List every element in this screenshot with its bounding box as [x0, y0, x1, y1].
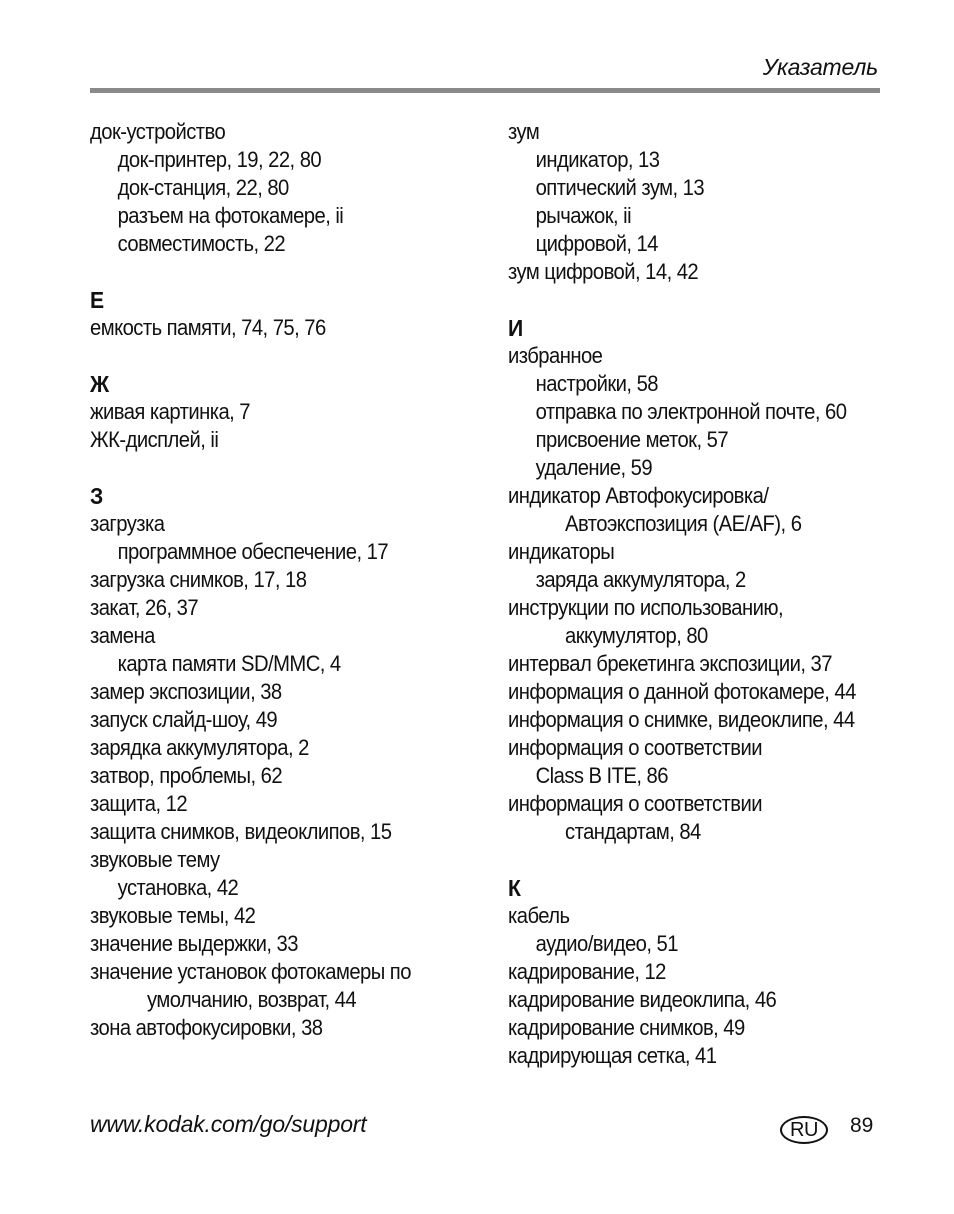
index-letter-heading: З: [90, 483, 103, 509]
index-entry: док-устройство: [90, 119, 226, 144]
index-entry-continuation: Автоэкспозиция (AE/AF), 6: [565, 511, 802, 536]
index-subentry: удаление, 59: [535, 455, 653, 480]
index-entry: информация о соответствии: [508, 791, 762, 816]
index-entry: кабель: [508, 903, 570, 928]
index-letter-heading: Ж: [90, 371, 109, 397]
index-entry: запуск слайд-шоу, 49: [90, 707, 278, 732]
index-subentry: цифровой, 14: [535, 231, 658, 256]
index-subentry: разъем на фотокамере, ii: [117, 203, 344, 228]
index-entry: зум: [508, 119, 540, 144]
index-entry: зум цифровой, 14, 42: [508, 259, 699, 284]
index-entry: защита снимков, видеоклипов, 15: [90, 819, 392, 844]
page-header-title: Указатель: [762, 54, 878, 80]
index-entry: закат, 26, 37: [90, 595, 199, 620]
index-entry: замер экспозиции, 38: [90, 679, 282, 704]
index-entry: избранное: [508, 343, 603, 368]
index-subentry: оптический зум, 13: [535, 175, 705, 200]
index-subentry: заряда аккумулятора, 2: [535, 567, 746, 592]
index-entry: звуковые тему: [90, 847, 220, 872]
section-spacer: [508, 286, 888, 314]
index-entry: значение установок фотокамеры по: [90, 959, 411, 984]
index-entry: загрузка: [90, 511, 165, 536]
index-letter-heading: И: [508, 315, 523, 341]
index-entry-continuation: стандартам, 84: [565, 819, 701, 844]
index-letter-heading: К: [508, 875, 521, 901]
index-entry: емкость памяти, 74, 75, 76: [90, 315, 326, 340]
index-entry: индикаторы: [508, 539, 615, 564]
index-subentry: карта памяти SD/MMC, 4: [117, 651, 341, 676]
index-subentry: док-принтер, 19, 22, 80: [117, 147, 322, 172]
language-badge: RU: [780, 1116, 828, 1144]
section-spacer: [90, 258, 490, 286]
index-subentry: рычажок, ii: [535, 203, 632, 228]
footer-url: www.kodak.com/go/support: [90, 1111, 367, 1137]
index-entry-continuation: умолчанию, возврат, 44: [147, 987, 357, 1012]
index-subentry: программное обеспечение, 17: [117, 539, 389, 564]
index-column-right: [508, 118, 888, 1070]
index-entry: затвор, проблемы, 62: [90, 763, 283, 788]
index-entry: значение выдержки, 33: [90, 931, 298, 956]
index-entry: зарядка аккумулятора, 2: [90, 735, 309, 760]
section-spacer: [90, 342, 490, 370]
page-number: 89: [850, 1114, 874, 1137]
index-entry: информация о снимке, видеоклипе, 44: [508, 707, 855, 732]
index-entry: замена: [90, 623, 155, 648]
index-entry: кадрирование видеоклипа, 46: [508, 987, 777, 1012]
section-spacer: [90, 454, 490, 482]
index-entry: кадрирующая сетка, 41: [508, 1043, 717, 1068]
index-entry: живая картинка, 7: [90, 399, 251, 424]
index-subentry: совместимость, 22: [117, 231, 286, 256]
index-entry: кадрирование, 12: [508, 959, 666, 984]
index-subentry: настройки, 58: [535, 371, 658, 396]
index-subentry: Class B ITE, 86: [535, 763, 668, 788]
index-column-left: [90, 118, 490, 1042]
index-subentry: аудио/видео, 51: [535, 931, 678, 956]
index-entry: ЖК-дисплей, ii: [90, 427, 219, 452]
index-entry: информация о соответствии: [508, 735, 762, 760]
index-entry: информация о данной фотокамере, 44: [508, 679, 856, 704]
index-letter-heading: Е: [90, 287, 104, 313]
index-entry: звуковые темы, 42: [90, 903, 256, 928]
index-entry: кадрирование снимков, 49: [508, 1015, 745, 1040]
index-entry-continuation: аккумулятор, 80: [565, 623, 708, 648]
index-subentry: присвоение меток, 57: [535, 427, 729, 452]
index-subentry: отправка по электронной почте, 60: [535, 399, 847, 424]
index-subentry: установка, 42: [117, 875, 239, 900]
index-entry: зона автофокусировки, 38: [90, 1015, 323, 1040]
header-rule: [90, 88, 880, 93]
index-subentry: индикатор, 13: [535, 147, 660, 172]
index-entry: загрузка снимков, 17, 18: [90, 567, 307, 592]
index-entry: инструкции по использованию,: [508, 595, 784, 620]
index-entry: интервал брекетинга экспозиции, 37: [508, 651, 832, 676]
section-spacer: [508, 846, 888, 874]
index-entry: защита, 12: [90, 791, 188, 816]
index-subentry: док-станция, 22, 80: [117, 175, 289, 200]
index-entry: индикатор Автофокусировка/: [508, 483, 769, 508]
